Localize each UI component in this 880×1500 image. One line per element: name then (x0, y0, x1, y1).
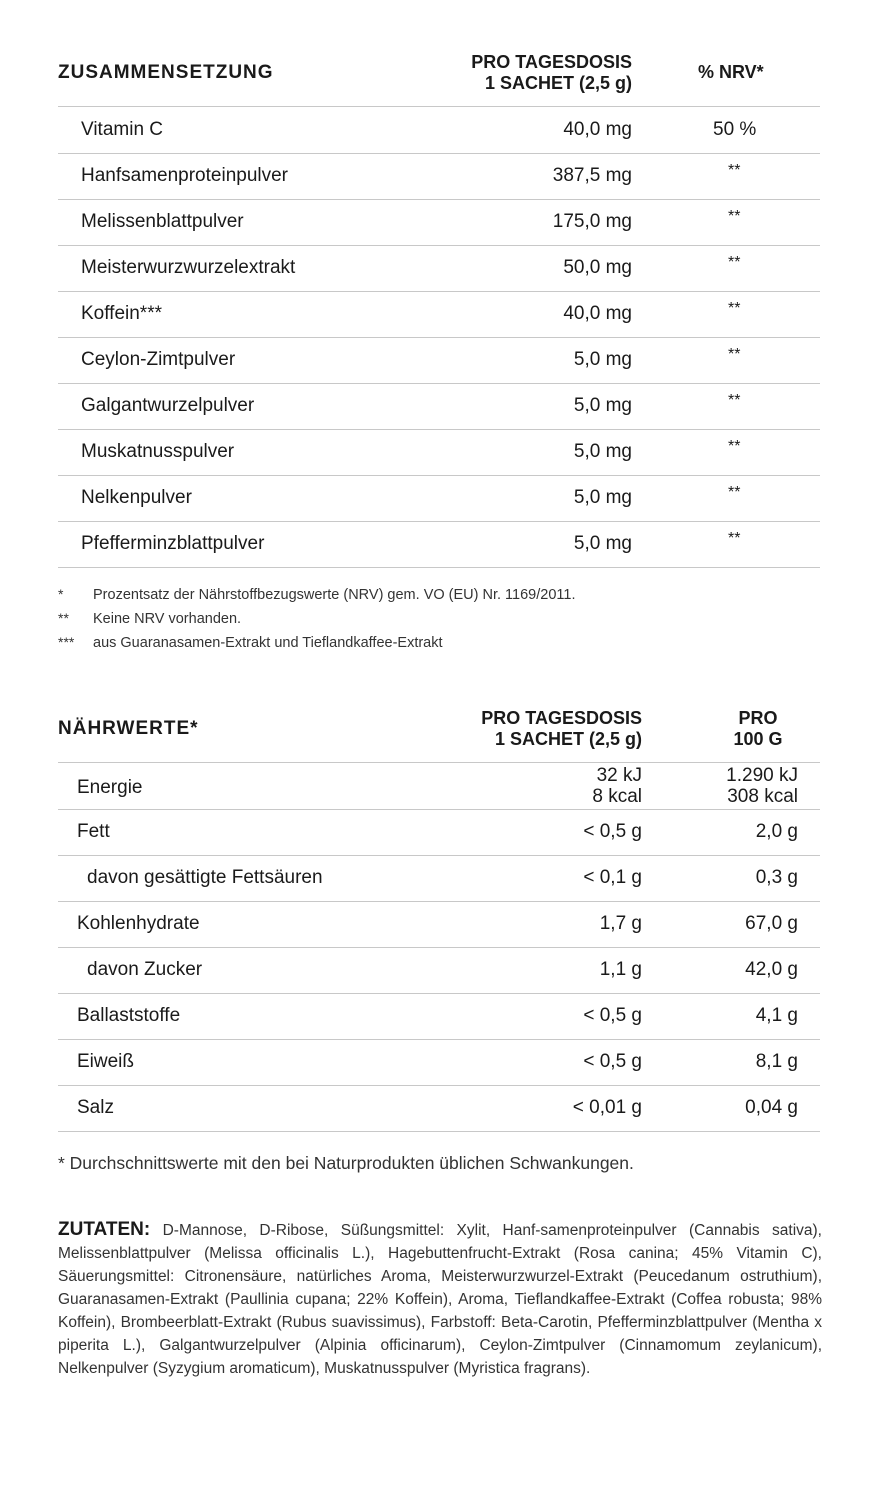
ingredient-amount: 5,0 mg (573, 441, 632, 462)
nutrient-per100: 67,0 g (745, 913, 798, 934)
ingredient-nrv: ** (728, 392, 741, 409)
nutrient-per100: 4,1 g (755, 1005, 798, 1026)
ingredient-name: Melissenblattpulver (81, 211, 244, 232)
nutrition-row (58, 855, 820, 902)
ingredient-nrv: 50 % (713, 119, 757, 140)
ingredients-label: ZUTATEN: (58, 1219, 151, 1240)
ingredient-amount: 175,0 mg (552, 211, 632, 232)
nutrition-row (58, 993, 820, 1040)
nutrition-footnote: * Durchschnittswerte mit den bei Naturprodukten üblichen Schwankungen. (58, 1153, 634, 1173)
composition-dose-header (471, 52, 632, 94)
ingredient-name: Pfefferminzblattpulver (81, 533, 265, 554)
composition-row (58, 291, 820, 338)
energy-per100-kcal: 308 kcal (727, 786, 798, 807)
ingredient-nrv: ** (728, 208, 741, 225)
ingredient-nrv: ** (728, 530, 741, 547)
nutrient-name: Fett (77, 821, 110, 842)
ingredient-name: Meisterwurzwurzelextrakt (81, 257, 296, 278)
energy-dose-kcal: 8 kcal (592, 786, 642, 807)
composition-title: ZUSAMMENSETZUNG (58, 62, 274, 83)
ingredient-amount: 5,0 mg (573, 533, 632, 554)
nutrient-dose: 1,1 g (599, 959, 642, 980)
nutrient-dose: < 0,1 g (583, 867, 642, 888)
nutrition-row (58, 901, 820, 948)
footnote-text: Keine NRV vorhanden. (93, 611, 242, 627)
ingredient-nrv: ** (728, 484, 741, 501)
nutrient-per100: 0,04 g (745, 1097, 798, 1118)
ingredient-nrv: ** (728, 300, 741, 317)
ingredient-amount: 40,0 mg (563, 119, 632, 140)
nutrient-name: Energie (77, 777, 143, 798)
nutrient-name: Eiweiß (77, 1051, 135, 1072)
composition-table-header (58, 50, 820, 107)
composition-row (58, 199, 820, 246)
energy-dose-kj: 32 kJ (596, 765, 642, 786)
nutrient-per100: 0,3 g (755, 867, 798, 888)
ingredient-amount: 5,0 mg (573, 395, 632, 416)
nutrition-per100-header-line1: PRO (738, 708, 778, 728)
nutrition-row (58, 947, 820, 994)
ingredient-amount: 40,0 mg (563, 303, 632, 324)
composition-dose-header-line2: 1 SACHET (2,5 g) (484, 73, 632, 93)
footnote-symbol: *** (58, 634, 75, 650)
footnote-text: aus Guaranasamen-Extrakt und Tieflandkaffee-Extrakt (93, 635, 443, 651)
composition-row (58, 429, 820, 476)
composition-row (58, 383, 820, 430)
ingredients-paragraph (58, 1218, 822, 1380)
ingredient-amount: 387,5 mg (552, 165, 632, 186)
nutrient-name: Ballaststoffe (77, 1005, 181, 1026)
nutrition-dose-header-line1: PRO TAGESDOSIS (481, 708, 642, 728)
composition-nrv-header: % NRV* (698, 62, 764, 82)
ingredient-name: Hanfsamenproteinpulver (81, 165, 289, 186)
ingredient-name: Koffein*** (81, 303, 162, 324)
nutrition-dose-header-line2: 1 SACHET (2,5 g) (494, 729, 642, 749)
ingredient-amount: 50,0 mg (563, 257, 632, 278)
composition-row (58, 245, 820, 292)
ingredient-amount: 5,0 mg (573, 487, 632, 508)
nutrient-per100: 2,0 g (755, 821, 798, 842)
nutrition-title: NÄHRWERTE* (58, 718, 199, 739)
composition-row (58, 521, 820, 568)
nutrient-per100 (726, 765, 798, 807)
nutrition-row (58, 1039, 820, 1086)
nutrition-dose-header (481, 708, 642, 750)
nutrient-dose: < 0,5 g (583, 1005, 642, 1026)
footnote-symbol: ** (58, 610, 69, 626)
nutrient-name: davon gesättigte Fettsäuren (87, 867, 323, 888)
nutrient-name: Kohlenhydrate (77, 913, 200, 934)
composition-row (58, 337, 820, 384)
nutrition-row (58, 1085, 820, 1132)
nutrient-per100: 8,1 g (755, 1051, 798, 1072)
ingredient-nrv: ** (728, 346, 741, 363)
composition-row (58, 107, 820, 154)
footnote-text: Prozentsatz der Nährstoffbezugswerte (NRV) gem. VO (EU) Nr. 1169/2011. (93, 587, 576, 603)
nutrient-dose: < 0,5 g (583, 821, 642, 842)
ingredient-name: Galgantwurzelpulver (81, 395, 255, 416)
ingredient-name: Vitamin C (81, 119, 164, 140)
nutrient-dose: < 0,5 g (583, 1051, 642, 1072)
ingredient-name: Ceylon-Zimtpulver (81, 349, 236, 370)
nutrition-table-header (58, 706, 820, 763)
nutrient-name: davon Zucker (87, 959, 203, 980)
nutrition-per100-header (730, 708, 786, 750)
nutrition-per100-header-line2: 100 G (733, 729, 783, 749)
ingredient-nrv: ** (728, 162, 741, 179)
nutrient-dose: < 0,01 g (572, 1097, 642, 1118)
nutrition-row (58, 809, 820, 856)
ingredient-amount: 5,0 mg (573, 349, 632, 370)
ingredient-nrv: ** (728, 438, 741, 455)
ingredients-text: D-Mannose, D-Ribose, Süßungsmittel: Xylit, Hanf-samenproteinpulver (Cannabis sativa), Melissenblattpulver (Melissa officinalis L.), Hagebuttenfrucht-Extrakt (Rosa canina; 45% Vitamin C), Säuerungsmittel: Citronensäure, natürliches Aroma, Meisterwurzwurzel-Extrakt (Peucedanum ostruthium), Guaranasamen-Extrakt (Paullinia cupana; 22% Koffein), Aroma, Tieflandkaffee-Extrakt (Coffea robusta; 98% Koffein), Brombeerblatt-Extrakt (Rubus suavissimus), Farbstoff: Beta-Carotin, Pfefferminzblattpulver (Mentha x piperita L.), Galgantwurzelpulver (Alpinia officinarum), Ceylon-Zimtpulver (Cinnamomum zeylanicum), Nelkenpulver (Syzygium aromaticum), Muskatnusspulver (Myristica fragrans). (58, 1222, 822, 1377)
nutrition-row-energy (58, 763, 820, 810)
nutrient-dose (592, 765, 642, 807)
footnote-symbol: * (58, 586, 64, 602)
ingredient-nrv: ** (728, 254, 741, 271)
composition-row (58, 153, 820, 200)
ingredient-name: Nelkenpulver (81, 487, 192, 508)
nutrient-name: Salz (77, 1097, 114, 1118)
ingredient-name: Muskatnusspulver (81, 441, 235, 462)
nutrient-per100: 42,0 g (745, 959, 798, 980)
composition-row (58, 475, 820, 522)
nutrient-dose: 1,7 g (599, 913, 642, 934)
energy-per100-kj: 1.290 kJ (726, 765, 798, 786)
composition-dose-header-line1: PRO TAGESDOSIS (471, 52, 632, 72)
